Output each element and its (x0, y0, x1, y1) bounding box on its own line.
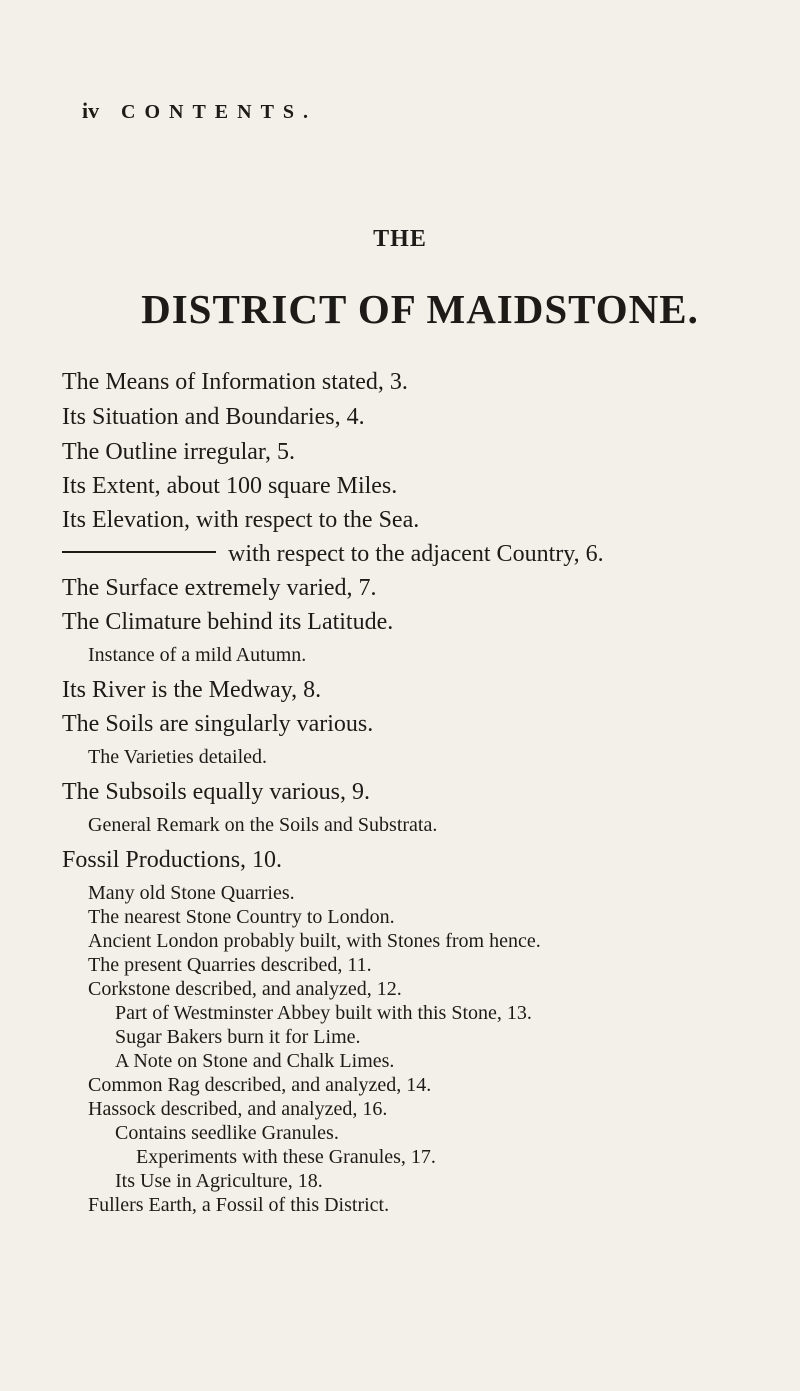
contents-entry: The Varieties detailed. (88, 746, 268, 768)
contents-entry: Experiments with these Granules, 17. (136, 1146, 436, 1168)
contents-entry: Common Rag described, and analyzed, 14. (88, 1074, 432, 1096)
contents-entry: Its Situation and Boundaries, 4. (62, 404, 365, 430)
contents-entry: The Surface extremely varied, 7. (62, 575, 377, 601)
contents-entry: Its Extent, about 100 square Miles. (62, 473, 398, 499)
contents-entry: Fossil Productions, 10. (62, 847, 283, 873)
contents-entry: Contains seedlike Granules. (115, 1122, 339, 1144)
contents-entry: The Means of Information stated, 3. (62, 369, 408, 395)
page-number: iv (82, 98, 100, 123)
contents-entry: A Note on Stone and Chalk Limes. (115, 1050, 395, 1072)
ditto-dash (62, 551, 216, 553)
contents-entry: The present Quarries described, 11. (88, 954, 372, 976)
contents-entry: Ancient London probably built, with Stones from hence. (88, 930, 541, 952)
contents-entry: Corkstone described, and analyzed, 12. (88, 978, 402, 1000)
contents-entry: Part of Westminster Abbey built with this Stone, 13. (115, 1002, 532, 1024)
contents-entry: The Climature behind its Latitude. (62, 609, 394, 635)
contents-entry: The Soils are singularly various. (62, 711, 374, 737)
section-the-label: THE (373, 226, 427, 252)
contents-entry: Its Use in Agriculture, 18. (115, 1170, 323, 1192)
contents-entry: Many old Stone Quarries. (88, 882, 295, 904)
contents-entry: Sugar Bakers burn it for Lime. (115, 1026, 361, 1048)
contents-entry: Hassock described, and analyzed, 16. (88, 1098, 388, 1120)
contents-entry: with respect to the adjacent Country, 6. (62, 542, 604, 566)
contents-entry: The Subsoils equally various, 9. (62, 779, 370, 805)
contents-entry: Fullers Earth, a Fossil of this District. (88, 1194, 390, 1216)
contents-entry: Instance of a mild Autumn. (88, 644, 307, 666)
section-title: DISTRICT OF MAIDSTONE. (141, 286, 699, 332)
contents-entry: General Remark on the Soils and Substrata. (88, 814, 438, 836)
contents-entry: The nearest Stone Country to London. (88, 906, 395, 928)
running-head: CONTENTS. (121, 101, 318, 123)
contents-entry: Its Elevation, with respect to the Sea. (62, 507, 420, 533)
contents-entry: The Outline irregular, 5. (62, 439, 295, 465)
contents-entry: Its River is the Medway, 8. (62, 677, 322, 703)
